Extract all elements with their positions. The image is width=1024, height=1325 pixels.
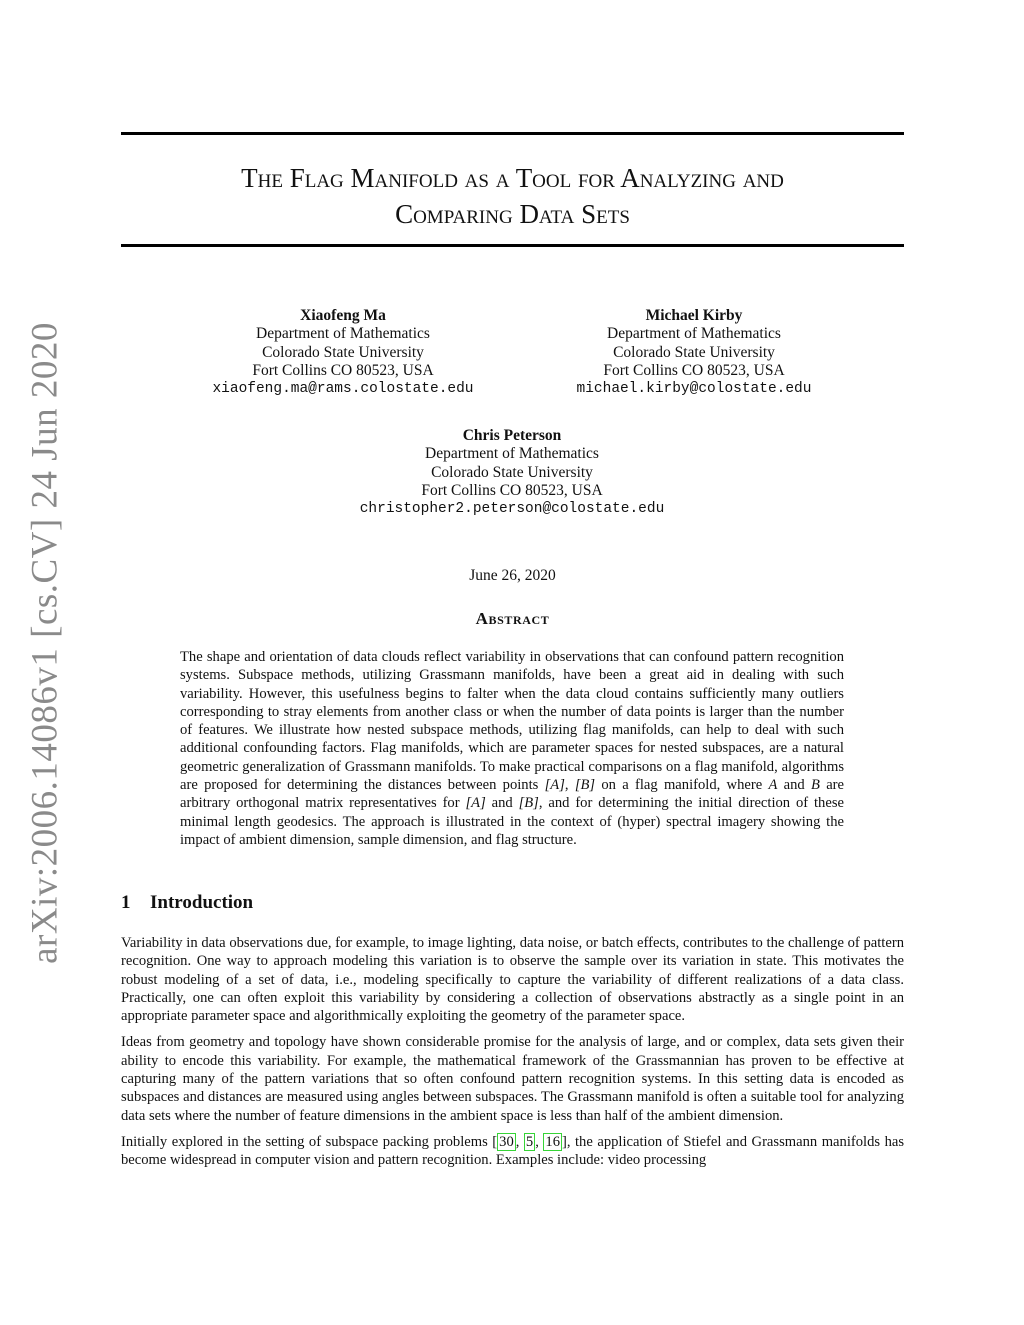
abstract-heading: Abstract	[475, 609, 550, 628]
paragraph: Variability in data observations due, for example, to image lighting, data noise, or batch effects, contributes to the challenge of pattern recognition. One way to approach modeling this variation is to observe the sample over its variation in state. This motivates the robust modeling of a set of data, i.e., modeling specifically to capture the variability of different realizations of a data class. Practically, one can often exploit this variability by considering a collection of observations abstractly as a single point in an appropriate parameter space and algorithmically exploiting the geometry of the parameter space.	[121, 935, 904, 1025]
paragraph-text: ], the application of Stiefel and Grassmann manifolds has become widespread in computer vision and pattern recognition. Examples include: video processing	[121, 1133, 905, 1169]
author-email[interactable]: xiaofeng.ma@rams.colostate.edu	[212, 381, 474, 398]
author-department: Department of Mathematics	[607, 325, 781, 343]
citation-separator: ,	[535, 1133, 544, 1150]
math-symbol: [A]	[465, 795, 486, 812]
abstract-text-part: are arbitrary orthogonal matrix representatives for	[180, 777, 845, 812]
author-address: Fort Collins CO 80523, USA	[603, 361, 785, 379]
title-bottom-rule	[121, 244, 904, 247]
section-number: 1	[121, 892, 131, 913]
author-block-ma	[183, 307, 503, 398]
citation-link[interactable]: 30	[499, 1133, 514, 1150]
author-name: Michael Kirby	[645, 307, 743, 324]
math-symbol: B	[811, 777, 820, 794]
author-university: Colorado State University	[431, 463, 593, 481]
introduction-body	[121, 934, 904, 1178]
abstract-text	[180, 648, 844, 849]
abstract-text-part: The shape and orientation of data clouds reflect variability in observations that can confound pattern recognition systems. Subspace methods, utilizing Grassmann manifolds, have been a great aid in dealing with such variability. However, this usefulness begins to falter when the data cloud contains sufficiently many outliers corresponding to stray elements from another class or when the number of data points is larger than the number of features. We illustrate how nested subspace methods, utilizing flag manifolds, can help to deal with such additional confounding factors. Flag manifolds, which are parameter spaces for nested subspaces, are a natural geometric generalization of Grassmann manifolds. To make practical comparisons on a flag manifold, algorithms are proposed for determining the distances between points	[180, 649, 844, 794]
author-address: Fort Collins CO 80523, USA	[421, 481, 603, 499]
abstract-text-part: , and for determining the initial direction of these minimal length geodesics. The approach is illustrated in the context of (hyper) spectral imagery showing the impact of ambient dimension, sample dimension, and flag structure.	[180, 795, 844, 848]
author-department: Department of Mathematics	[256, 325, 430, 343]
paper-title	[121, 160, 904, 232]
math-symbol: [B]	[518, 795, 539, 812]
author-email[interactable]: christopher2.peterson@colostate.edu	[359, 501, 665, 518]
citation-link[interactable]: 5	[525, 1133, 534, 1150]
paragraph-text: Initially explored in the setting of subspace packing problems [	[121, 1133, 498, 1150]
section-title: Introduction	[150, 892, 254, 913]
author-email[interactable]: michael.kirby@colostate.edu	[576, 381, 812, 398]
paragraph	[121, 1133, 904, 1170]
title-top-rule	[121, 132, 904, 135]
abstract-text-part: and	[777, 777, 811, 794]
author-name: Chris Peterson	[462, 427, 562, 444]
math-symbol: [B]	[574, 777, 596, 794]
abstract-text-part: on a flag manifold, where	[595, 777, 769, 794]
abstract-text-part: ,	[564, 777, 575, 794]
arxiv-identifier: arXiv:2006.14086v1 [cs.CV] 24 Jun 2020	[24, 322, 66, 964]
citation-separator: ,	[515, 1133, 524, 1150]
author-block-peterson	[332, 427, 692, 518]
math-symbol: [A]	[544, 777, 565, 794]
author-block-kirby	[534, 307, 854, 398]
citation-link[interactable]: 16	[545, 1133, 560, 1150]
paragraph: Ideas from geometry and topology have shown considerable promise for the analysis of large, and or complex, data sets given their ability to encode this variability. For example, the mathematical framework of the Grassmannian has proven to be effective at capturing many of the pattern variations that so often confound pattern recognition systems. In this setting data is encoded as subspaces and distances are measured using angles between subspaces. The Grassmann manifold is often a suitable tool for analyzing data sets where the number of feature dimensions in the ambient space is less than half of the ambient dimension.	[121, 1034, 904, 1124]
publication-date: June 26, 2020	[469, 567, 556, 584]
title-line-1: The Flag Manifold as a Tool for Analyzing and	[241, 163, 784, 193]
author-address: Fort Collins CO 80523, USA	[252, 361, 434, 379]
author-university: Colorado State University	[262, 343, 424, 361]
abstract-text-part: and	[485, 795, 519, 812]
author-name: Xiaofeng Ma	[300, 307, 386, 324]
author-university: Colorado State University	[613, 343, 775, 361]
title-line-2: Comparing Data Sets	[395, 199, 630, 229]
math-symbol: A	[768, 777, 778, 794]
author-department: Department of Mathematics	[425, 445, 599, 463]
section-heading-introduction	[121, 892, 253, 914]
